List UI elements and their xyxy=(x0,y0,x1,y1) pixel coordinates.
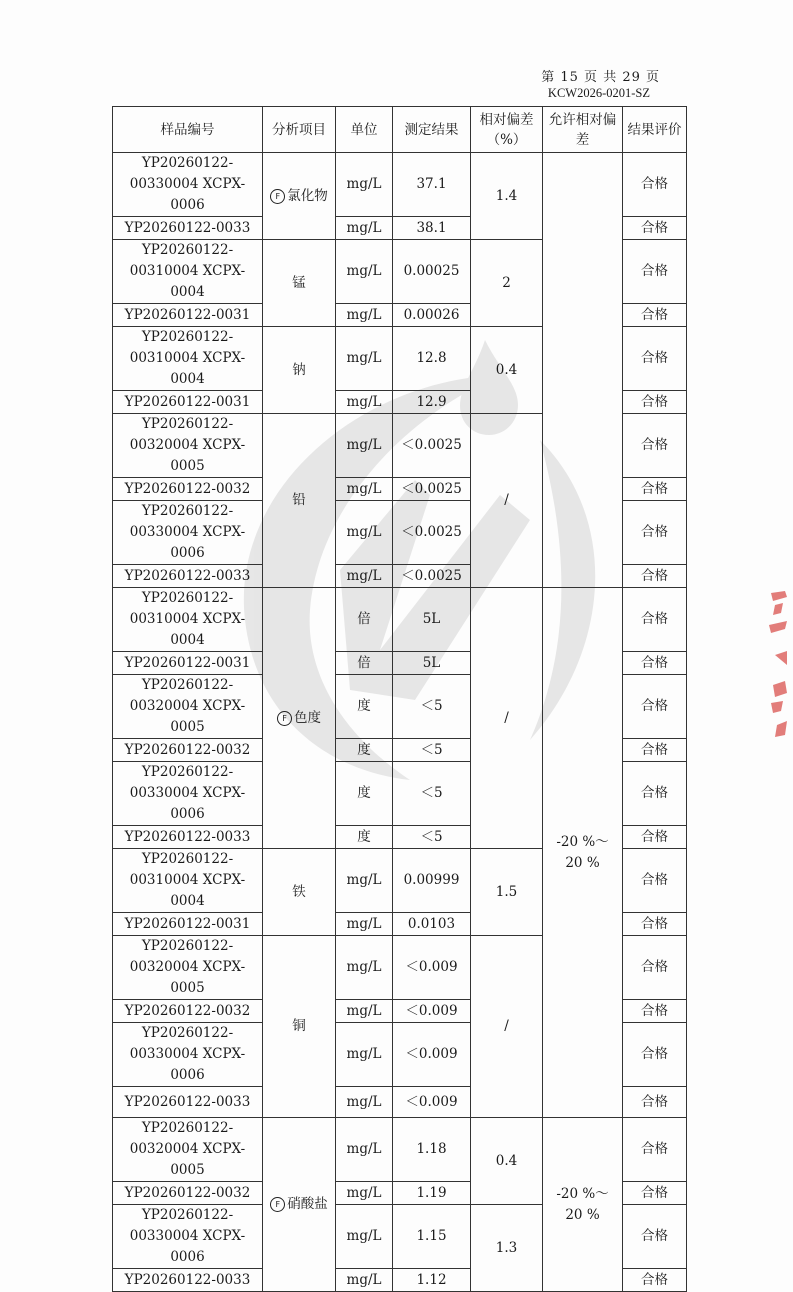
result: 38.1 xyxy=(393,217,471,240)
sample-id: YP20260122-0033 xyxy=(113,826,263,849)
sample-id: YP20260122-00310004 XCPX-0004 xyxy=(113,849,263,913)
unit: 倍 xyxy=(336,588,393,652)
allowed-deviation: -20 %～ 20 % xyxy=(543,1118,623,1292)
evaluation: 合格 xyxy=(623,849,687,913)
col-result: 测定结果 xyxy=(393,107,471,153)
analysis-item: F 硝酸盐 xyxy=(263,1118,336,1292)
result: ＜5 xyxy=(393,762,471,826)
unit: mg/L xyxy=(336,1000,393,1023)
unit: 度 xyxy=(336,826,393,849)
evaluation: 合格 xyxy=(623,936,687,1000)
sample-id: YP20260122-00310004 XCPX-0004 xyxy=(113,588,263,652)
sample-id: YP20260122-0032 xyxy=(113,478,263,501)
unit: mg/L xyxy=(336,501,393,565)
evaluation: 合格 xyxy=(623,240,687,304)
relative-deviation: 1.5 xyxy=(471,849,543,936)
col-relative-deviation: 相对偏差（%） xyxy=(471,107,543,153)
cma-mark-icon: F xyxy=(270,1197,285,1212)
evaluation: 合格 xyxy=(623,675,687,739)
evaluation: 合格 xyxy=(623,1023,687,1087)
relative-deviation: 2 xyxy=(471,240,543,327)
sample-id: YP20260122-0032 xyxy=(113,1182,263,1205)
result: ＜0.009 xyxy=(393,936,471,1000)
relative-deviation: / xyxy=(471,588,543,849)
sample-id: YP20260122-0033 xyxy=(113,1269,263,1292)
sample-id: YP20260122-00320004 XCPX-0005 xyxy=(113,1118,263,1182)
result: 37.1 xyxy=(393,153,471,217)
evaluation: 合格 xyxy=(623,739,687,762)
unit: mg/L xyxy=(336,327,393,391)
results-table xyxy=(112,106,687,1292)
analysis-item: 钠 xyxy=(263,327,336,414)
evaluation: 合格 xyxy=(623,153,687,217)
unit: mg/L xyxy=(336,936,393,1000)
sample-id: YP20260122-0032 xyxy=(113,1000,263,1023)
unit: mg/L xyxy=(336,913,393,936)
allowed-deviation xyxy=(543,153,623,588)
result: 0.00025 xyxy=(393,240,471,304)
col-sample-id: 样品编号 xyxy=(113,107,263,153)
unit: 度 xyxy=(336,762,393,826)
analysis-item: F 色度 xyxy=(263,588,336,849)
unit: mg/L xyxy=(336,478,393,501)
allowed-deviation: -20 %～ 20 % xyxy=(543,588,623,1118)
analysis-item: F 氯化物 xyxy=(263,153,336,240)
evaluation: 合格 xyxy=(623,1205,687,1269)
unit: mg/L xyxy=(336,849,393,913)
evaluation: 合格 xyxy=(623,565,687,588)
result: 5L xyxy=(393,652,471,675)
result: 0.00026 xyxy=(393,304,471,327)
evaluation: 合格 xyxy=(623,1118,687,1182)
result: 12.8 xyxy=(393,327,471,391)
col-evaluation: 结果评价 xyxy=(623,107,687,153)
evaluation: 合格 xyxy=(623,913,687,936)
relative-deviation: 1.3 xyxy=(471,1205,543,1292)
result: ＜0.009 xyxy=(393,1023,471,1087)
evaluation: 合格 xyxy=(623,217,687,240)
seal-stamp xyxy=(765,585,793,765)
sample-id: YP20260122-00310004 XCPX-0004 xyxy=(113,240,263,304)
unit: mg/L xyxy=(336,1205,393,1269)
evaluation: 合格 xyxy=(623,762,687,826)
unit: mg/L xyxy=(336,1269,393,1292)
sample-id: YP20260122-0031 xyxy=(113,304,263,327)
sample-id: YP20260122-0033 xyxy=(113,565,263,588)
evaluation: 合格 xyxy=(623,652,687,675)
evaluation: 合格 xyxy=(623,1269,687,1292)
analysis-item: 铜 xyxy=(263,936,336,1118)
sample-id: YP20260122-00330004 XCPX-0006 xyxy=(113,762,263,826)
result: 12.9 xyxy=(393,391,471,414)
cma-mark-icon: F xyxy=(270,189,285,204)
sample-id: YP20260122-00330004 XCPX-0006 xyxy=(113,1205,263,1269)
result: 1.12 xyxy=(393,1269,471,1292)
unit: mg/L xyxy=(336,1118,393,1182)
unit: mg/L xyxy=(336,391,393,414)
relative-deviation: 0.4 xyxy=(471,1118,543,1205)
relative-deviation: 0.4 xyxy=(471,327,543,414)
unit: mg/L xyxy=(336,153,393,217)
sample-id: YP20260122-00330004 XCPX-0006 xyxy=(113,501,263,565)
result: ＜0.009 xyxy=(393,1000,471,1023)
report-number: KCW2026-0201-SZ xyxy=(547,86,650,100)
unit: mg/L xyxy=(336,217,393,240)
result: ＜0.0025 xyxy=(393,565,471,588)
unit: mg/L xyxy=(336,1023,393,1087)
unit: mg/L xyxy=(336,1087,393,1118)
sample-id: YP20260122-00320004 XCPX-0005 xyxy=(113,936,263,1000)
evaluation: 合格 xyxy=(623,478,687,501)
result: 1.18 xyxy=(393,1118,471,1182)
relative-deviation: 1.4 xyxy=(471,153,543,240)
evaluation: 合格 xyxy=(623,501,687,565)
evaluation: 合格 xyxy=(623,414,687,478)
result: 1.19 xyxy=(393,1182,471,1205)
col-analysis-item: 分析项目 xyxy=(263,107,336,153)
evaluation: 合格 xyxy=(623,826,687,849)
col-allowed-deviation: 允许相对偏差 xyxy=(543,107,623,153)
unit: mg/L xyxy=(336,565,393,588)
result: ＜0.009 xyxy=(393,1087,471,1118)
result: 1.15 xyxy=(393,1205,471,1269)
relative-deviation: / xyxy=(471,936,543,1118)
evaluation: 合格 xyxy=(623,304,687,327)
unit: 度 xyxy=(336,739,393,762)
sample-id: YP20260122-0033 xyxy=(113,217,263,240)
cma-mark-icon: F xyxy=(277,711,292,726)
sample-id: YP20260122-00310004 XCPX-0004 xyxy=(113,327,263,391)
relative-deviation: / xyxy=(471,414,543,588)
unit: mg/L xyxy=(336,414,393,478)
sample-id: YP20260122-00320004 XCPX-0005 xyxy=(113,675,263,739)
analysis-item: 铁 xyxy=(263,849,336,936)
unit: 度 xyxy=(336,675,393,739)
unit: mg/L xyxy=(336,1182,393,1205)
unit: mg/L xyxy=(336,240,393,304)
sample-id: YP20260122-0033 xyxy=(113,1087,263,1118)
sample-id: YP20260122-0031 xyxy=(113,913,263,936)
result: ＜0.0025 xyxy=(393,501,471,565)
evaluation: 合格 xyxy=(623,327,687,391)
sample-id: YP20260122-0031 xyxy=(113,652,263,675)
sample-id: YP20260122-0032 xyxy=(113,739,263,762)
result: 5L xyxy=(393,588,471,652)
page-number: 第 15 页 共 29 页 xyxy=(541,70,660,85)
result: ＜0.0025 xyxy=(393,414,471,478)
unit: mg/L xyxy=(336,304,393,327)
analysis-item: 锰 xyxy=(263,240,336,327)
result: 0.00999 xyxy=(393,849,471,913)
sample-id: YP20260122-00330004 XCPX-0006 xyxy=(113,1023,263,1087)
evaluation: 合格 xyxy=(623,1000,687,1023)
unit: 倍 xyxy=(336,652,393,675)
sample-id: YP20260122-0031 xyxy=(113,391,263,414)
sample-id: YP20260122-00320004 XCPX-0005 xyxy=(113,414,263,478)
result: 0.0103 xyxy=(393,913,471,936)
col-unit: 单位 xyxy=(336,107,393,153)
evaluation: 合格 xyxy=(623,1087,687,1118)
sample-id: YP20260122-00330004 XCPX-0006 xyxy=(113,153,263,217)
evaluation: 合格 xyxy=(623,1182,687,1205)
evaluation: 合格 xyxy=(623,588,687,652)
evaluation: 合格 xyxy=(623,391,687,414)
result: ＜5 xyxy=(393,675,471,739)
analysis-item: 铅 xyxy=(263,414,336,588)
result: ＜0.0025 xyxy=(393,478,471,501)
result: ＜5 xyxy=(393,826,471,849)
result: ＜5 xyxy=(393,739,471,762)
